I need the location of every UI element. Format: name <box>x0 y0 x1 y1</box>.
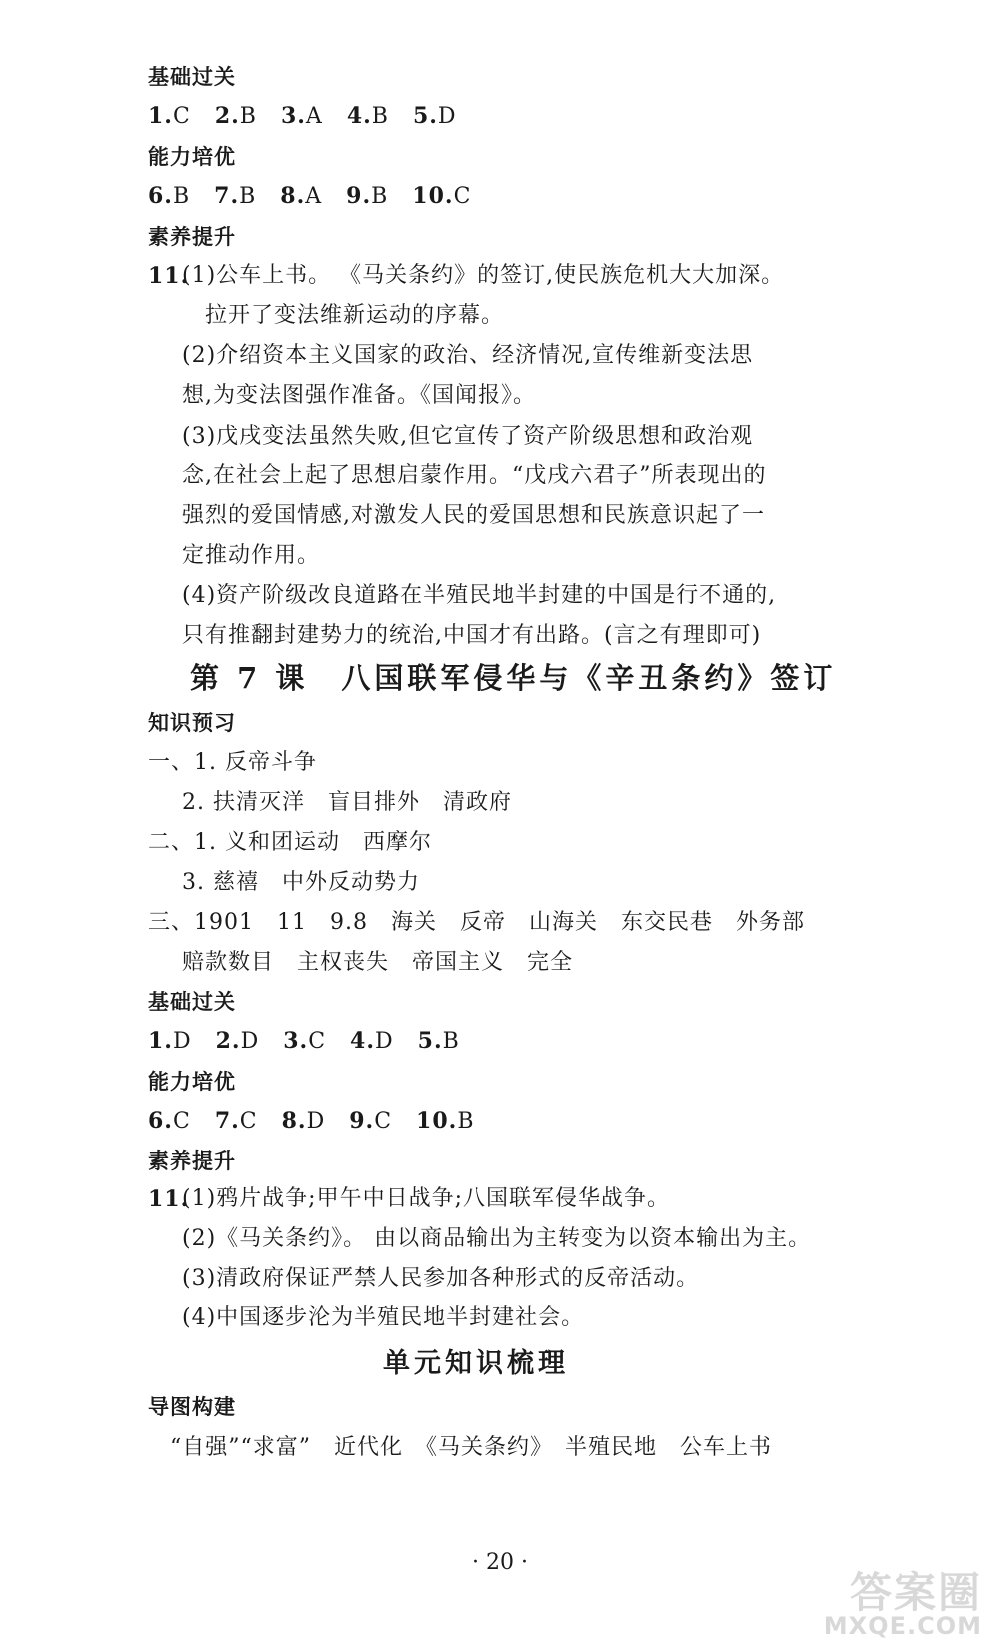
answer-item <box>346 184 388 209</box>
answer-text-line: 想,为变法图强作准备。《国闻报》。 <box>182 383 536 408</box>
answer-number: 5. <box>412 103 438 129</box>
answer-choice: B <box>239 184 257 209</box>
unit-title: 单元知识梳理 <box>383 1348 569 1379</box>
answer-number: 2. <box>214 103 240 129</box>
answer-number: 6. <box>148 1108 173 1134</box>
answer-text-line: (1)鸦片战争;甲午中日战争;八国联军侵华战争。 <box>182 1186 670 1211</box>
answer-choice: A <box>305 184 323 209</box>
preview-item: 2. 扶清灭洋 盲目排外 清政府 <box>182 790 512 815</box>
answer-item <box>418 1029 460 1054</box>
answer-text-line: (4)中国逐步沦为半殖民地半封建社会。 <box>182 1305 585 1330</box>
answer-choice: B <box>371 184 389 209</box>
answer-number: 6. <box>148 183 173 209</box>
answer-text-line: (4)资产阶级改良道路在半殖民地半封建的中国是行不通的, <box>182 583 777 608</box>
page-number: · 20 · <box>472 1550 528 1575</box>
question-number: 11. <box>148 1186 190 1212</box>
answer-item <box>148 184 190 209</box>
answer-choice: D <box>240 1029 260 1054</box>
answer-item <box>215 104 257 129</box>
answer-number: 4. <box>350 1028 375 1054</box>
answer-text-line: 强烈的爱国情感,对激发人民的爱国思想和民族意识起了一 <box>182 503 765 528</box>
answer-choice: D <box>375 1029 394 1054</box>
section-header-basic: 基础过关 <box>148 990 236 1014</box>
answer-row-basic-1 <box>148 101 481 132</box>
section-header-map: 导图构建 <box>148 1395 236 1419</box>
answer-choice: B <box>239 104 257 129</box>
answer-choice: B <box>172 184 191 209</box>
answer-number: 5. <box>417 1028 443 1054</box>
answer-text-line: (3)戊戌变法虽然失败,但它宣传了资产阶级思想和政治观 <box>182 424 754 449</box>
answer-item <box>215 1109 258 1134</box>
answer-choice: D <box>437 104 457 129</box>
answer-choice: C <box>453 184 472 209</box>
answer-item <box>283 1029 326 1054</box>
preview-item: 一、1. 反帝斗争 <box>148 750 317 775</box>
answer-row-basic-2 <box>148 1026 484 1057</box>
answer-choice: C <box>172 104 191 129</box>
answer-choice: D <box>306 1109 326 1134</box>
answer-number: 3. <box>280 103 306 129</box>
answer-text-line: (1)公车上书。 《马关条约》的签订,使民族危机大大加深。 <box>182 263 785 288</box>
answer-number: 2. <box>215 1028 241 1054</box>
answer-item <box>216 1029 260 1054</box>
answer-item <box>413 104 457 129</box>
section-header-ability: 能力培优 <box>148 1070 236 1094</box>
answer-choice: A <box>305 104 323 129</box>
answer-item <box>148 1029 192 1054</box>
preview-item: 三、1901 11 9.8 海关 反帝 山海关 东交民巷 外务部 <box>148 910 805 935</box>
answer-item <box>350 1029 394 1054</box>
watermark-en: MXQE.COM <box>823 1612 982 1640</box>
section-header-literacy: 素养提升 <box>148 225 236 249</box>
answer-item <box>281 104 323 129</box>
answer-number: 10. <box>412 183 454 209</box>
answer-item <box>280 184 322 209</box>
answer-choice: B <box>371 104 389 129</box>
answer-choice: C <box>239 1109 258 1134</box>
map-line: “自强”“求富” 近代化 《马关条约》 半殖民地 公车上书 <box>170 1435 772 1460</box>
answer-number: 3. <box>283 1028 309 1054</box>
lesson-title: 第 7 课 八国联军侵华与《辛丑条约》签订 <box>190 661 837 695</box>
section-header-literacy: 素养提升 <box>148 1149 236 1173</box>
answer-item <box>412 184 471 209</box>
answer-choice: C <box>172 1109 191 1134</box>
answer-number: 8. <box>281 1108 307 1134</box>
answer-number: 9. <box>349 1108 375 1134</box>
answer-text-line: 只有推翻封建势力的统治,中国才有出路。(言之有理即可) <box>182 623 762 648</box>
answer-choice: C <box>308 1029 327 1054</box>
answer-text-line: 拉开了变法维新运动的序幕。 <box>205 303 505 328</box>
answer-text-line: (2)介绍资本主义国家的政治、经济情况,宣传维新变法思 <box>182 343 754 368</box>
answer-number: 7. <box>214 1108 240 1134</box>
answer-item <box>148 104 191 129</box>
watermark-cn: 答案圈 <box>849 1568 982 1617</box>
answer-number: 8. <box>280 183 306 209</box>
answer-row-ability-2 <box>148 1106 499 1137</box>
preview-item: 赔款数目 主权丧失 帝国主义 完全 <box>182 950 574 975</box>
answer-number: 4. <box>346 103 372 129</box>
answer-choice: C <box>374 1109 393 1134</box>
section-header-preview: 知识预习 <box>148 711 236 735</box>
answer-number: 7. <box>214 183 240 209</box>
section-header-basic: 基础过关 <box>148 65 236 89</box>
question-number: 11. <box>148 263 190 289</box>
preview-item: 3. 慈禧 中外反动势力 <box>182 870 420 895</box>
answer-text-line: 念,在社会上起了思想启蒙作用。“戊戌六君子”所表现出的 <box>182 463 767 488</box>
answer-number: 10. <box>416 1108 458 1134</box>
answer-row-ability-1 <box>148 181 495 212</box>
answer-number: 1. <box>148 1028 173 1054</box>
answer-text-line: 定推动作用。 <box>182 543 321 568</box>
watermark-logo <box>792 1560 992 1650</box>
answer-item <box>282 1109 326 1134</box>
answer-item <box>347 104 389 129</box>
answer-choice: D <box>172 1029 192 1054</box>
answer-choice: B <box>442 1029 460 1054</box>
preview-item: 二、1. 义和团运动 西摩尔 <box>148 830 432 855</box>
answer-item <box>148 1109 191 1134</box>
answer-text-line: (2)《马关条约》。 由以商品输出为主转变为以资本输出为主。 <box>182 1226 812 1251</box>
answer-number: 9. <box>346 183 372 209</box>
answer-text-line: (3)清政府保证严禁人民参加各种形式的反帝活动。 <box>182 1266 700 1291</box>
answer-item <box>214 184 256 209</box>
answer-choice: B <box>457 1109 475 1134</box>
answer-number: 1. <box>148 103 173 129</box>
section-header-ability: 能力培优 <box>148 145 236 169</box>
answer-item <box>416 1109 474 1134</box>
answer-item <box>349 1109 392 1134</box>
